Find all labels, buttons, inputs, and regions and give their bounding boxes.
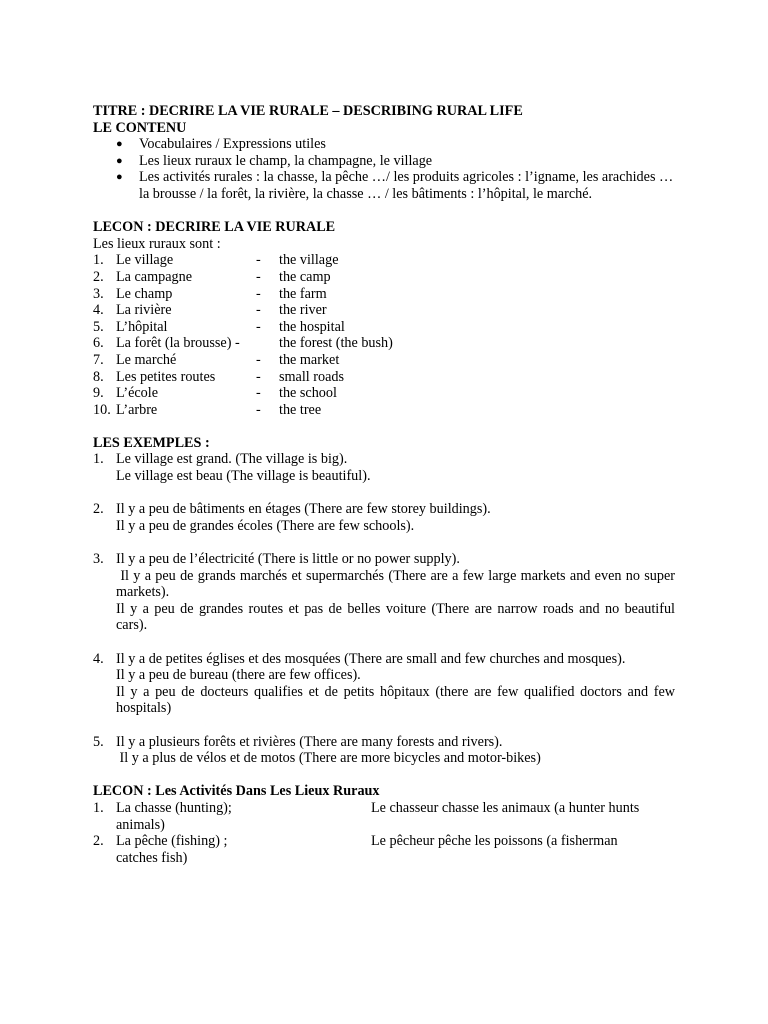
- exemple-line: Il y a plusieurs forêts et rivières (There are many forests and rivers).: [116, 733, 503, 750]
- vocab-number: 4.: [93, 302, 104, 319]
- vocab-number: 9.: [93, 385, 104, 402]
- vocab-row: [93, 352, 675, 369]
- vocab-number: 7.: [93, 351, 104, 368]
- exemple-item: [93, 451, 675, 484]
- vocab-english: the camp: [279, 268, 331, 285]
- vocab-french: L’hôpital: [116, 318, 168, 335]
- lecon-intro: Les lieux ruraux sont :: [93, 235, 221, 252]
- document-page: [93, 103, 679, 866]
- vocab-row: [93, 402, 675, 419]
- activite-french: La chasse (hunting);: [116, 799, 232, 816]
- vocab-dash: -: [256, 351, 261, 368]
- activite-item: [93, 800, 675, 833]
- vocab-row: [93, 319, 675, 336]
- exemple-line: Il y a plus de vélos et de motos (There are more bicycles and motor-bikes): [116, 750, 541, 767]
- activite-number: 1.: [93, 799, 104, 816]
- exemple-item: [93, 734, 675, 767]
- bullet-icon: ●: [116, 171, 123, 184]
- exemple-number: 4.: [93, 650, 104, 667]
- vocab-dash: -: [256, 385, 261, 402]
- vocab-french: Le village: [116, 252, 174, 269]
- exemple-line: Il y a peu de docteurs qualifies et de petits hôpitaux (there are few qualified doctors and few hospitals): [116, 683, 679, 717]
- vocab-dash: -: [256, 401, 261, 418]
- vocab-french: L’école: [116, 385, 159, 402]
- exemples-heading: LES EXEMPLES :: [93, 434, 210, 451]
- exemple-body: [116, 551, 679, 634]
- activite-row: [93, 833, 675, 850]
- vocab-french: Le champ: [116, 285, 173, 302]
- vocab-english: the school: [279, 385, 337, 402]
- exemple-number: 3.: [93, 551, 104, 568]
- activite-english: Le pêcheur pêche les poissons (a fisherman: [371, 833, 618, 850]
- vocab-row: [93, 385, 675, 402]
- vocab-number: 10.: [93, 401, 111, 418]
- vocab-english: the hospital: [279, 318, 345, 335]
- exemple-line: Il y a peu de bâtiments en étages (There are few storey buildings).: [116, 501, 491, 518]
- bullet-icon: ●: [116, 138, 123, 151]
- vocab-english: the tree: [279, 401, 322, 418]
- vocab-number: 8.: [93, 368, 104, 385]
- vocab-row: [93, 269, 675, 286]
- exemple-body: [116, 734, 675, 767]
- vocab-french: Le marché: [116, 351, 177, 368]
- vocab-row: [93, 286, 675, 303]
- vocab-dash: [256, 335, 279, 352]
- exemple-line: Il y a peu de l’électricité (There is little or no power supply).: [116, 551, 460, 568]
- bullet-icon: ●: [116, 154, 123, 167]
- exemple-line: Il y a peu de grandes écoles (There are few schools).: [116, 517, 415, 534]
- vocab-dash: -: [256, 368, 261, 385]
- vocab-dash: -: [256, 252, 261, 269]
- vocab-number: 2.: [93, 268, 104, 285]
- contenu-bullet: ● Vocabulaires / Expressions utiles: [116, 136, 326, 153]
- vocab-french: La rivière: [116, 302, 172, 319]
- exemple-number: 2.: [93, 501, 104, 518]
- vocab-number: 5.: [93, 318, 104, 335]
- exemple-body: [116, 501, 675, 534]
- vocab-row: [93, 335, 675, 352]
- exemple-line: Le village est grand. (The village is big).: [116, 451, 348, 468]
- vocab-row: [93, 252, 675, 269]
- contenu-heading: LE CONTENU: [93, 119, 187, 136]
- vocab-english: the forest (the bush): [279, 335, 393, 352]
- document-title: TITRE : DECRIRE LA VIE RURALE – DESCRIBING RURAL LIFE: [93, 103, 523, 119]
- vocab-row: [93, 302, 675, 319]
- activite-row: [93, 800, 675, 817]
- exemples-list: [93, 451, 679, 767]
- exemple-item: [93, 650, 679, 717]
- vocab-number: 1.: [93, 252, 104, 269]
- exemple-line: Il y a de petites églises et des mosquées (There are small and few churches and mosques).: [116, 650, 626, 667]
- vocab-english: the market: [279, 351, 340, 368]
- vocab-english: the farm: [279, 285, 327, 302]
- vocab-number: 3.: [93, 285, 104, 302]
- exemple-body: [116, 451, 675, 484]
- exemple-number: 5.: [93, 733, 104, 750]
- vocab-french: La campagne: [116, 268, 193, 285]
- activite-item: [93, 833, 675, 866]
- lecon-heading: LECON : DECRIRE LA VIE RURALE: [93, 219, 336, 236]
- activite-number: 2.: [93, 833, 104, 850]
- vocab-dash: -: [256, 268, 261, 285]
- vocab-number: 6.: [93, 335, 104, 352]
- activites-list: [93, 800, 675, 866]
- vocab-french: Les petites routes: [116, 368, 216, 385]
- exemple-line: Il y a peu de grandes routes et pas de belles voiture (There are narrow roads and no beautiful cars).: [116, 600, 679, 634]
- contenu-bullet: ● Les activités rurales : la chasse, la pêche …/ les produits agricoles : l’igname, les arachides … la brousse / la forêt, la rivière, la chasse … / les bâtiments : l’hôpital, le marché.: [116, 169, 674, 202]
- vocab-dash: -: [256, 285, 261, 302]
- exemple-line: Il y a peu de grands marchés et supermarchés (There are a few large markets and even no super markets).: [116, 567, 679, 601]
- activite-continuation: animals): [116, 816, 165, 833]
- vocab-french: L’arbre: [116, 401, 158, 418]
- vocab-english: the village: [279, 252, 339, 269]
- exemple-body: [116, 650, 679, 717]
- exemple-number: 1.: [93, 451, 104, 468]
- activite-continuation: catches fish): [116, 849, 188, 866]
- vocab-row: [93, 369, 675, 386]
- lecon2-heading: LECON : Les Activités Dans Les Lieux Ruraux: [93, 783, 380, 800]
- vocab-list: [93, 252, 675, 418]
- activite-french: La pêche (fishing) ;: [116, 833, 228, 850]
- exemple-item: [93, 501, 675, 534]
- exemple-line: Il y a peu de bureau (there are few offices).: [116, 667, 361, 684]
- vocab-dash: -: [256, 318, 261, 335]
- vocab-dash: -: [256, 302, 261, 319]
- exemple-item: [93, 551, 679, 634]
- vocab-french: La forêt (la brousse) -: [116, 335, 240, 352]
- vocab-english: small roads: [279, 368, 345, 385]
- vocab-english: the river: [279, 302, 327, 319]
- activite-english: Le chasseur chasse les animaux (a hunter hunts: [371, 799, 640, 816]
- contenu-bullet: ● Les lieux ruraux le champ, la champagne, le village: [116, 152, 433, 169]
- exemple-line: Le village est beau (The village is beautiful).: [116, 468, 371, 485]
